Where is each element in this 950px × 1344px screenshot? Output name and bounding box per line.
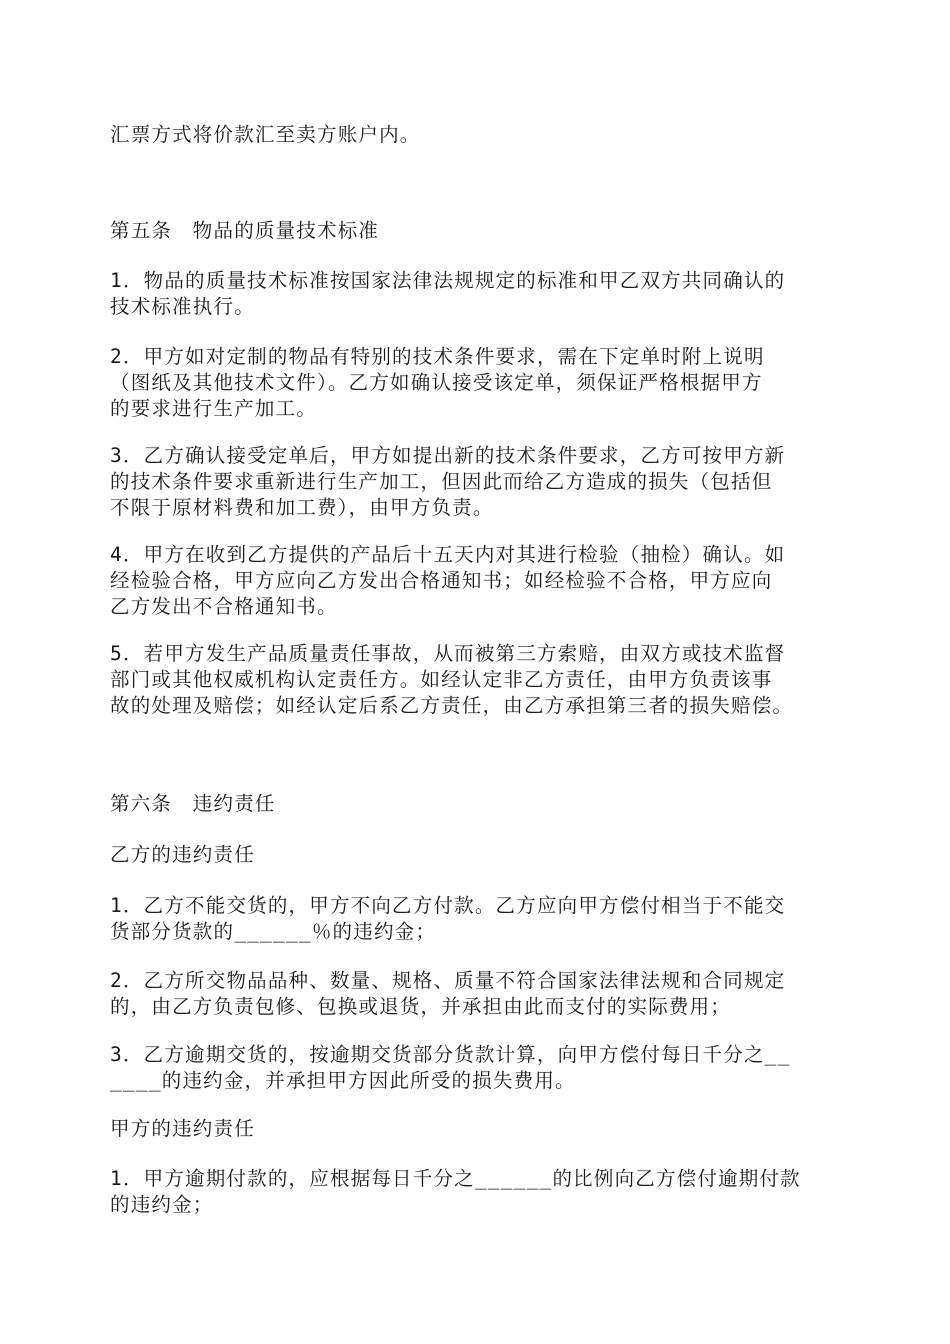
subheading-party-a-liability: 甲方的违约责任 [110, 1117, 255, 1140]
section-heading-article-5: 第五条 物品的质量技术标准 [110, 219, 380, 242]
clause-6-b-3: 3．乙方逾期交货的，按逾期交货部分货款计算，向甲方偿付每日千分之__ ____的违约金，并承担甲方因此所受的损失费用。 [110, 1043, 791, 1092]
clause-5-3: 3．乙方确认接受定单后，甲方如提出新的技术条件要求，乙方可按甲方新 的技术条件要求重新进行生产加工，但因此而给乙方造成的损失（包括但 不限于原材料费和加工费），由甲方负责。 [110, 444, 786, 519]
clause-5-5: 5．若甲方发生产品质量责任事故，从而被第三方索赔，由双方或技术监督 部门或其他权威机构认定责任方。如经认定非乙方责任，由甲方负责该事 故的处理及赔偿；如经认定后系乙方责任，由乙方承担第三者的损失赔偿。 [110, 642, 794, 717]
paragraph-payment-tail: 汇票方式将价款汇至卖方账户内。 [110, 123, 421, 146]
clause-5-1: 1．物品的质量技术标准按国家法律法规规定的标准和甲乙双方共同确认的 技术标准执行。 [110, 269, 786, 318]
clause-5-4: 4．甲方在收到乙方提供的产品后十五天内对其进行检验（抽检）确认。如 经检验合格，甲方应向乙方发出合格通知书；如经检验不合格，甲方应向 乙方发出不合格通知书。 [110, 543, 786, 618]
clause-6-a-1: 1．甲方逾期付款的，应根据每日千分之______的比例向乙方偿付逾期付款 的违约金； [110, 1167, 801, 1216]
subheading-party-b-liability: 乙方的违约责任 [110, 843, 255, 866]
clause-6-b-2: 2．乙方所交物品品种、数量、规格、质量不符合国家法律法规和合同规定 的，由乙方负责包修、包换或退货，并承担由此而支付的实际费用； [110, 969, 786, 1018]
section-heading-article-6: 第六条 违约责任 [110, 792, 276, 815]
clause-6-b-1: 1．乙方不能交货的，甲方不向乙方付款。乙方应向甲方偿付相当于不能交 货部分货款的______％的违约金； [110, 894, 786, 943]
clause-5-2: 2．甲方如对定制的物品有特别的技术条件要求，需在下定单时附上说明 （图纸及其他技术文件）。乙方如确认接受该定单，须保证严格根据甲方 的要求进行生产加工。 [110, 345, 765, 420]
